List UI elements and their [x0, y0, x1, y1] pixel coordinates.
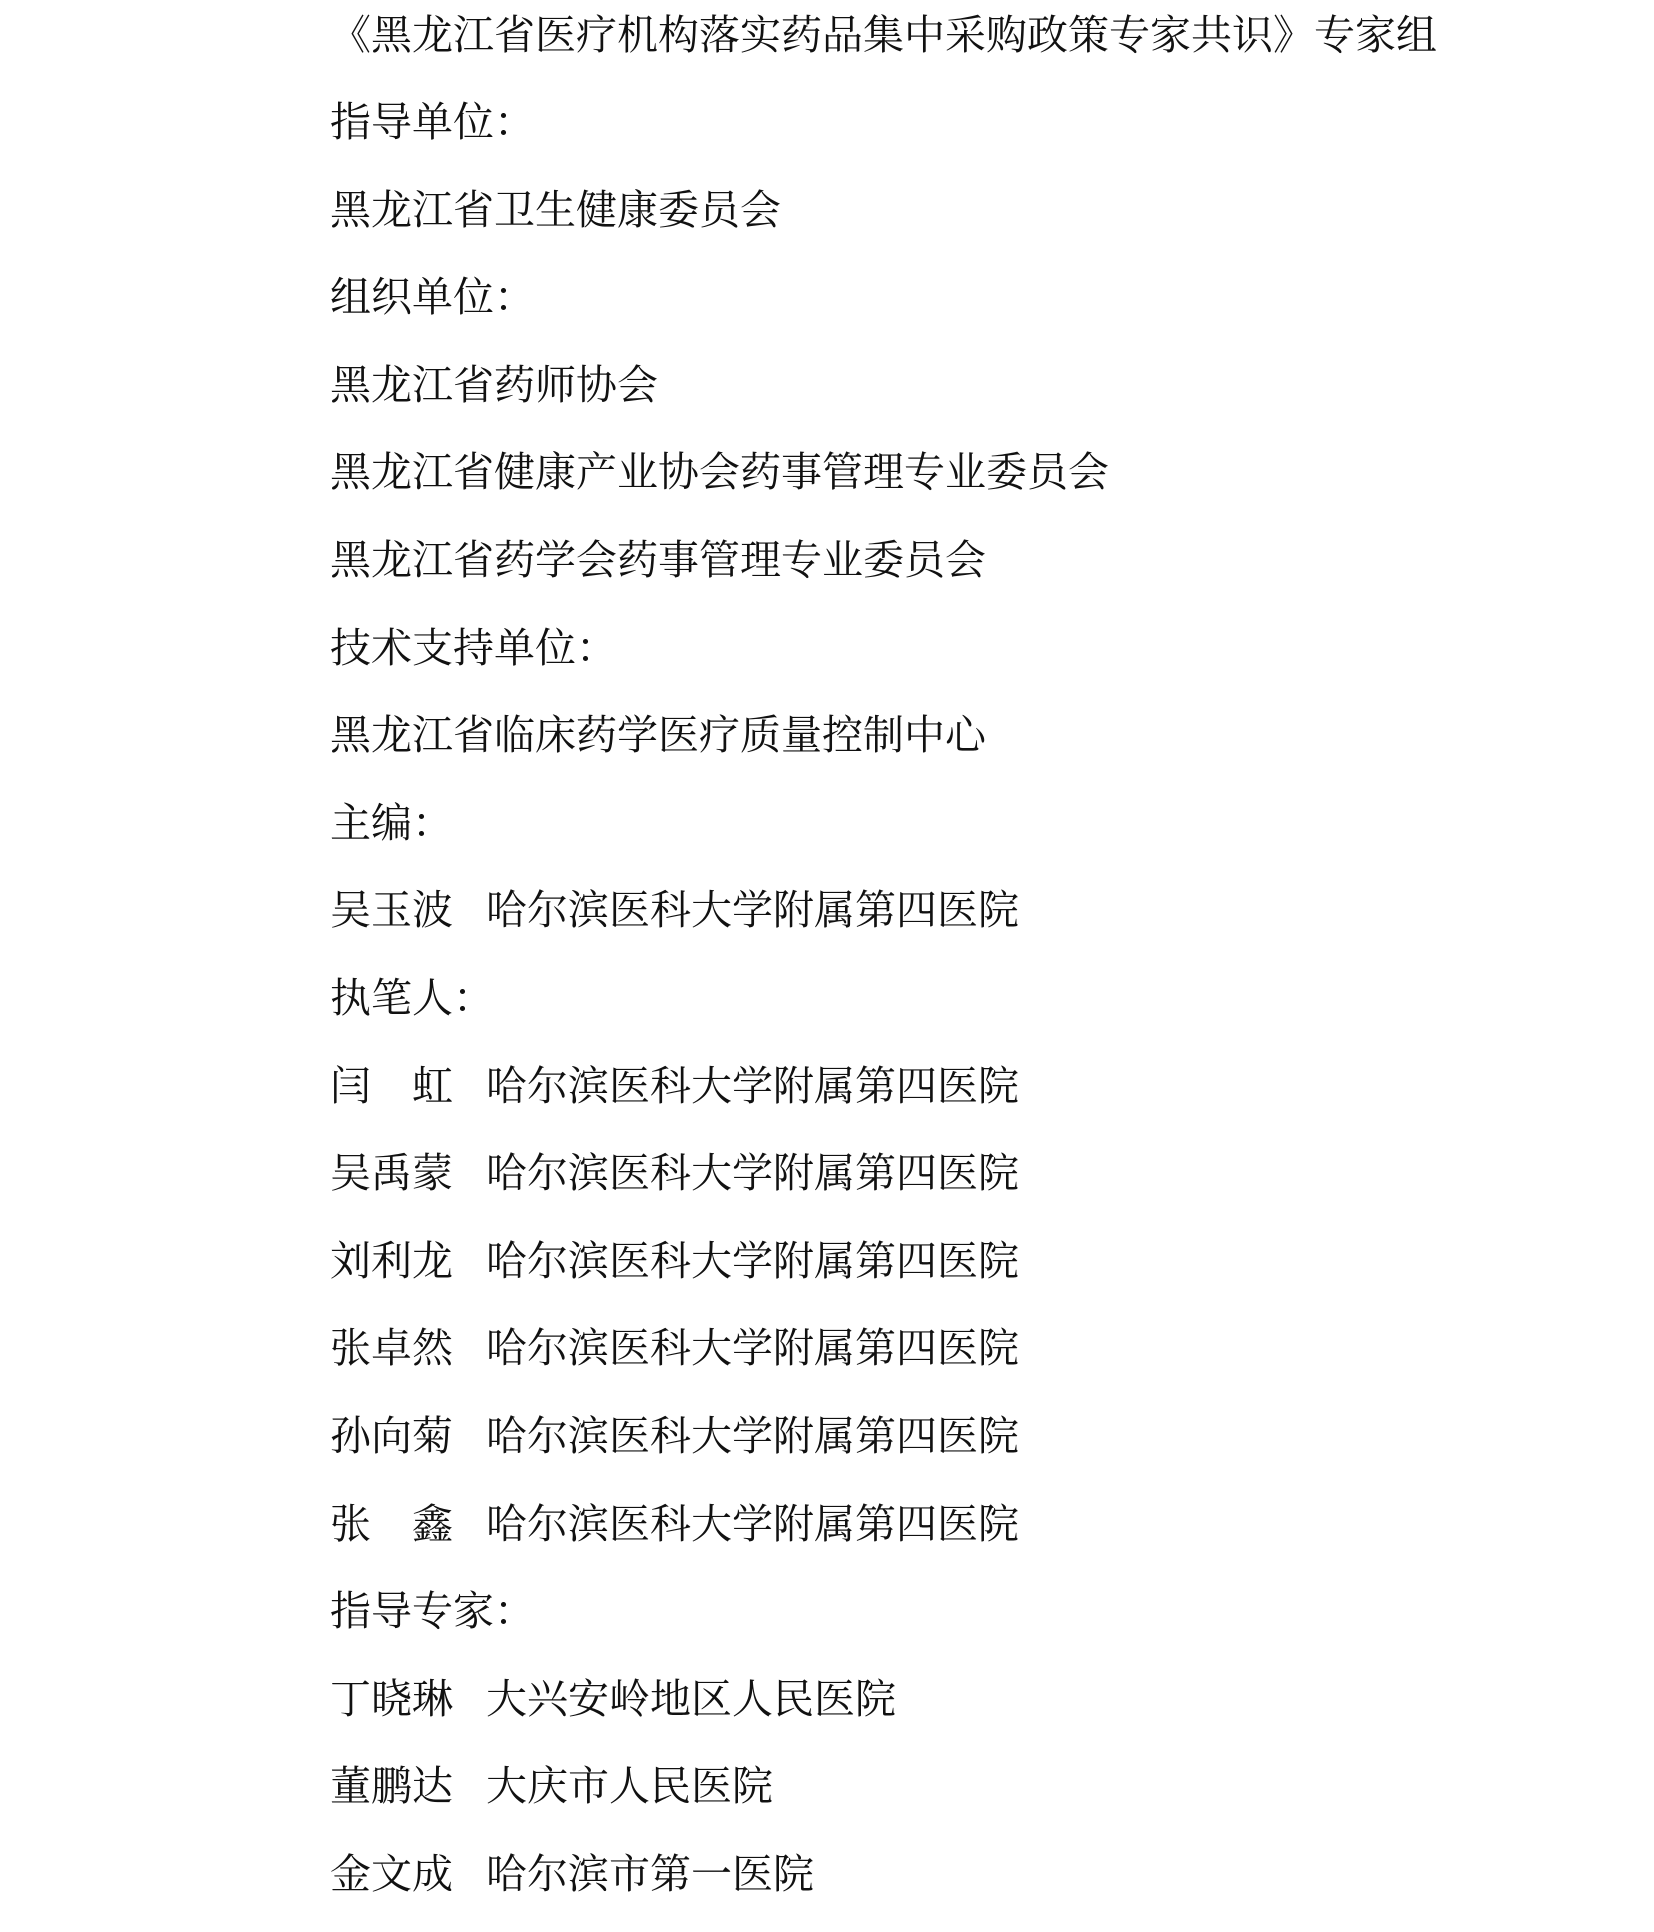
guide-unit: [330, 181, 1630, 269]
writer-entry: [330, 1319, 1630, 1407]
expert-entry: [330, 1757, 1630, 1845]
writer-entry: [330, 1232, 1630, 1320]
person-name: 张卓然: [330, 1324, 453, 1373]
experts-heading: [330, 1582, 1630, 1670]
org-unit-item: [330, 531, 1630, 619]
person-name: 张 鑫: [330, 1499, 453, 1548]
heading-text: 指导专家：: [330, 1587, 535, 1636]
person-org: 哈尔滨医科大学附属第四医院: [486, 1149, 1019, 1198]
heading-text: 执笔人：: [330, 973, 494, 1022]
person-org: 哈尔滨医科大学附属第四医院: [486, 1411, 1019, 1460]
person-org: 大庆市人民医院: [486, 1762, 773, 1811]
unit-text: 黑龙江省药师协会: [330, 360, 658, 409]
writers-heading: [330, 969, 1630, 1057]
org-unit-item: [330, 443, 1630, 531]
document-title: 《黑龙江省医疗机构落实药品集中采购政策专家共识》专家组: [330, 11, 1437, 59]
org-unit-heading: [330, 268, 1630, 356]
writer-entry: [330, 1495, 1630, 1583]
writer-entry: [330, 1144, 1630, 1232]
writer-entry: [330, 1057, 1630, 1145]
tech-unit-heading: [330, 619, 1630, 707]
person-name: 董鹏达: [330, 1762, 453, 1811]
unit-text: 黑龙江省卫生健康委员会: [330, 185, 781, 234]
tech-unit: [330, 706, 1630, 794]
heading-text: 主编：: [330, 798, 453, 847]
content-lines: [330, 93, 1630, 1932]
person-org: 哈尔滨医科大学附属第四医院: [486, 1499, 1019, 1548]
person-name: 刘利龙: [330, 1236, 453, 1285]
unit-text: 黑龙江省健康产业协会药事管理专业委员会: [330, 448, 1109, 497]
expert-entry: [330, 1845, 1630, 1932]
expert-entry: [330, 1670, 1630, 1758]
person-org: 大兴安岭地区人民医院: [486, 1674, 896, 1723]
chief-editor-heading: [330, 794, 1630, 882]
heading-text: 技术支持单位：: [330, 623, 617, 672]
unit-text: 黑龙江省药学会药事管理专业委员会: [330, 535, 986, 584]
person-org: 哈尔滨医科大学附属第四医院: [486, 1061, 1019, 1110]
heading-text: 组织单位：: [330, 273, 535, 322]
person-name: 吴玉波: [330, 886, 453, 935]
person-name: 孙向菊: [330, 1411, 453, 1460]
person-name: 吴禹蒙: [330, 1149, 453, 1198]
guide-unit-heading: [330, 93, 1630, 181]
person-org: 哈尔滨市第一医院: [486, 1849, 814, 1898]
person-name: 丁晓琳: [330, 1674, 453, 1723]
person-org: 哈尔滨医科大学附属第四医院: [486, 1324, 1019, 1373]
person-name: 闫 虹: [330, 1061, 453, 1110]
person-name: 金文成: [330, 1849, 453, 1898]
heading-text: 指导单位：: [330, 98, 535, 146]
person-org: 哈尔滨医科大学附属第四医院: [486, 886, 1019, 935]
person-org: 哈尔滨医科大学附属第四医院: [486, 1236, 1019, 1285]
chief-editor-entry: [330, 881, 1630, 969]
org-unit-item: [330, 356, 1630, 444]
writer-entry: [330, 1407, 1630, 1495]
unit-text: 黑龙江省临床药学医疗质量控制中心: [330, 711, 986, 760]
